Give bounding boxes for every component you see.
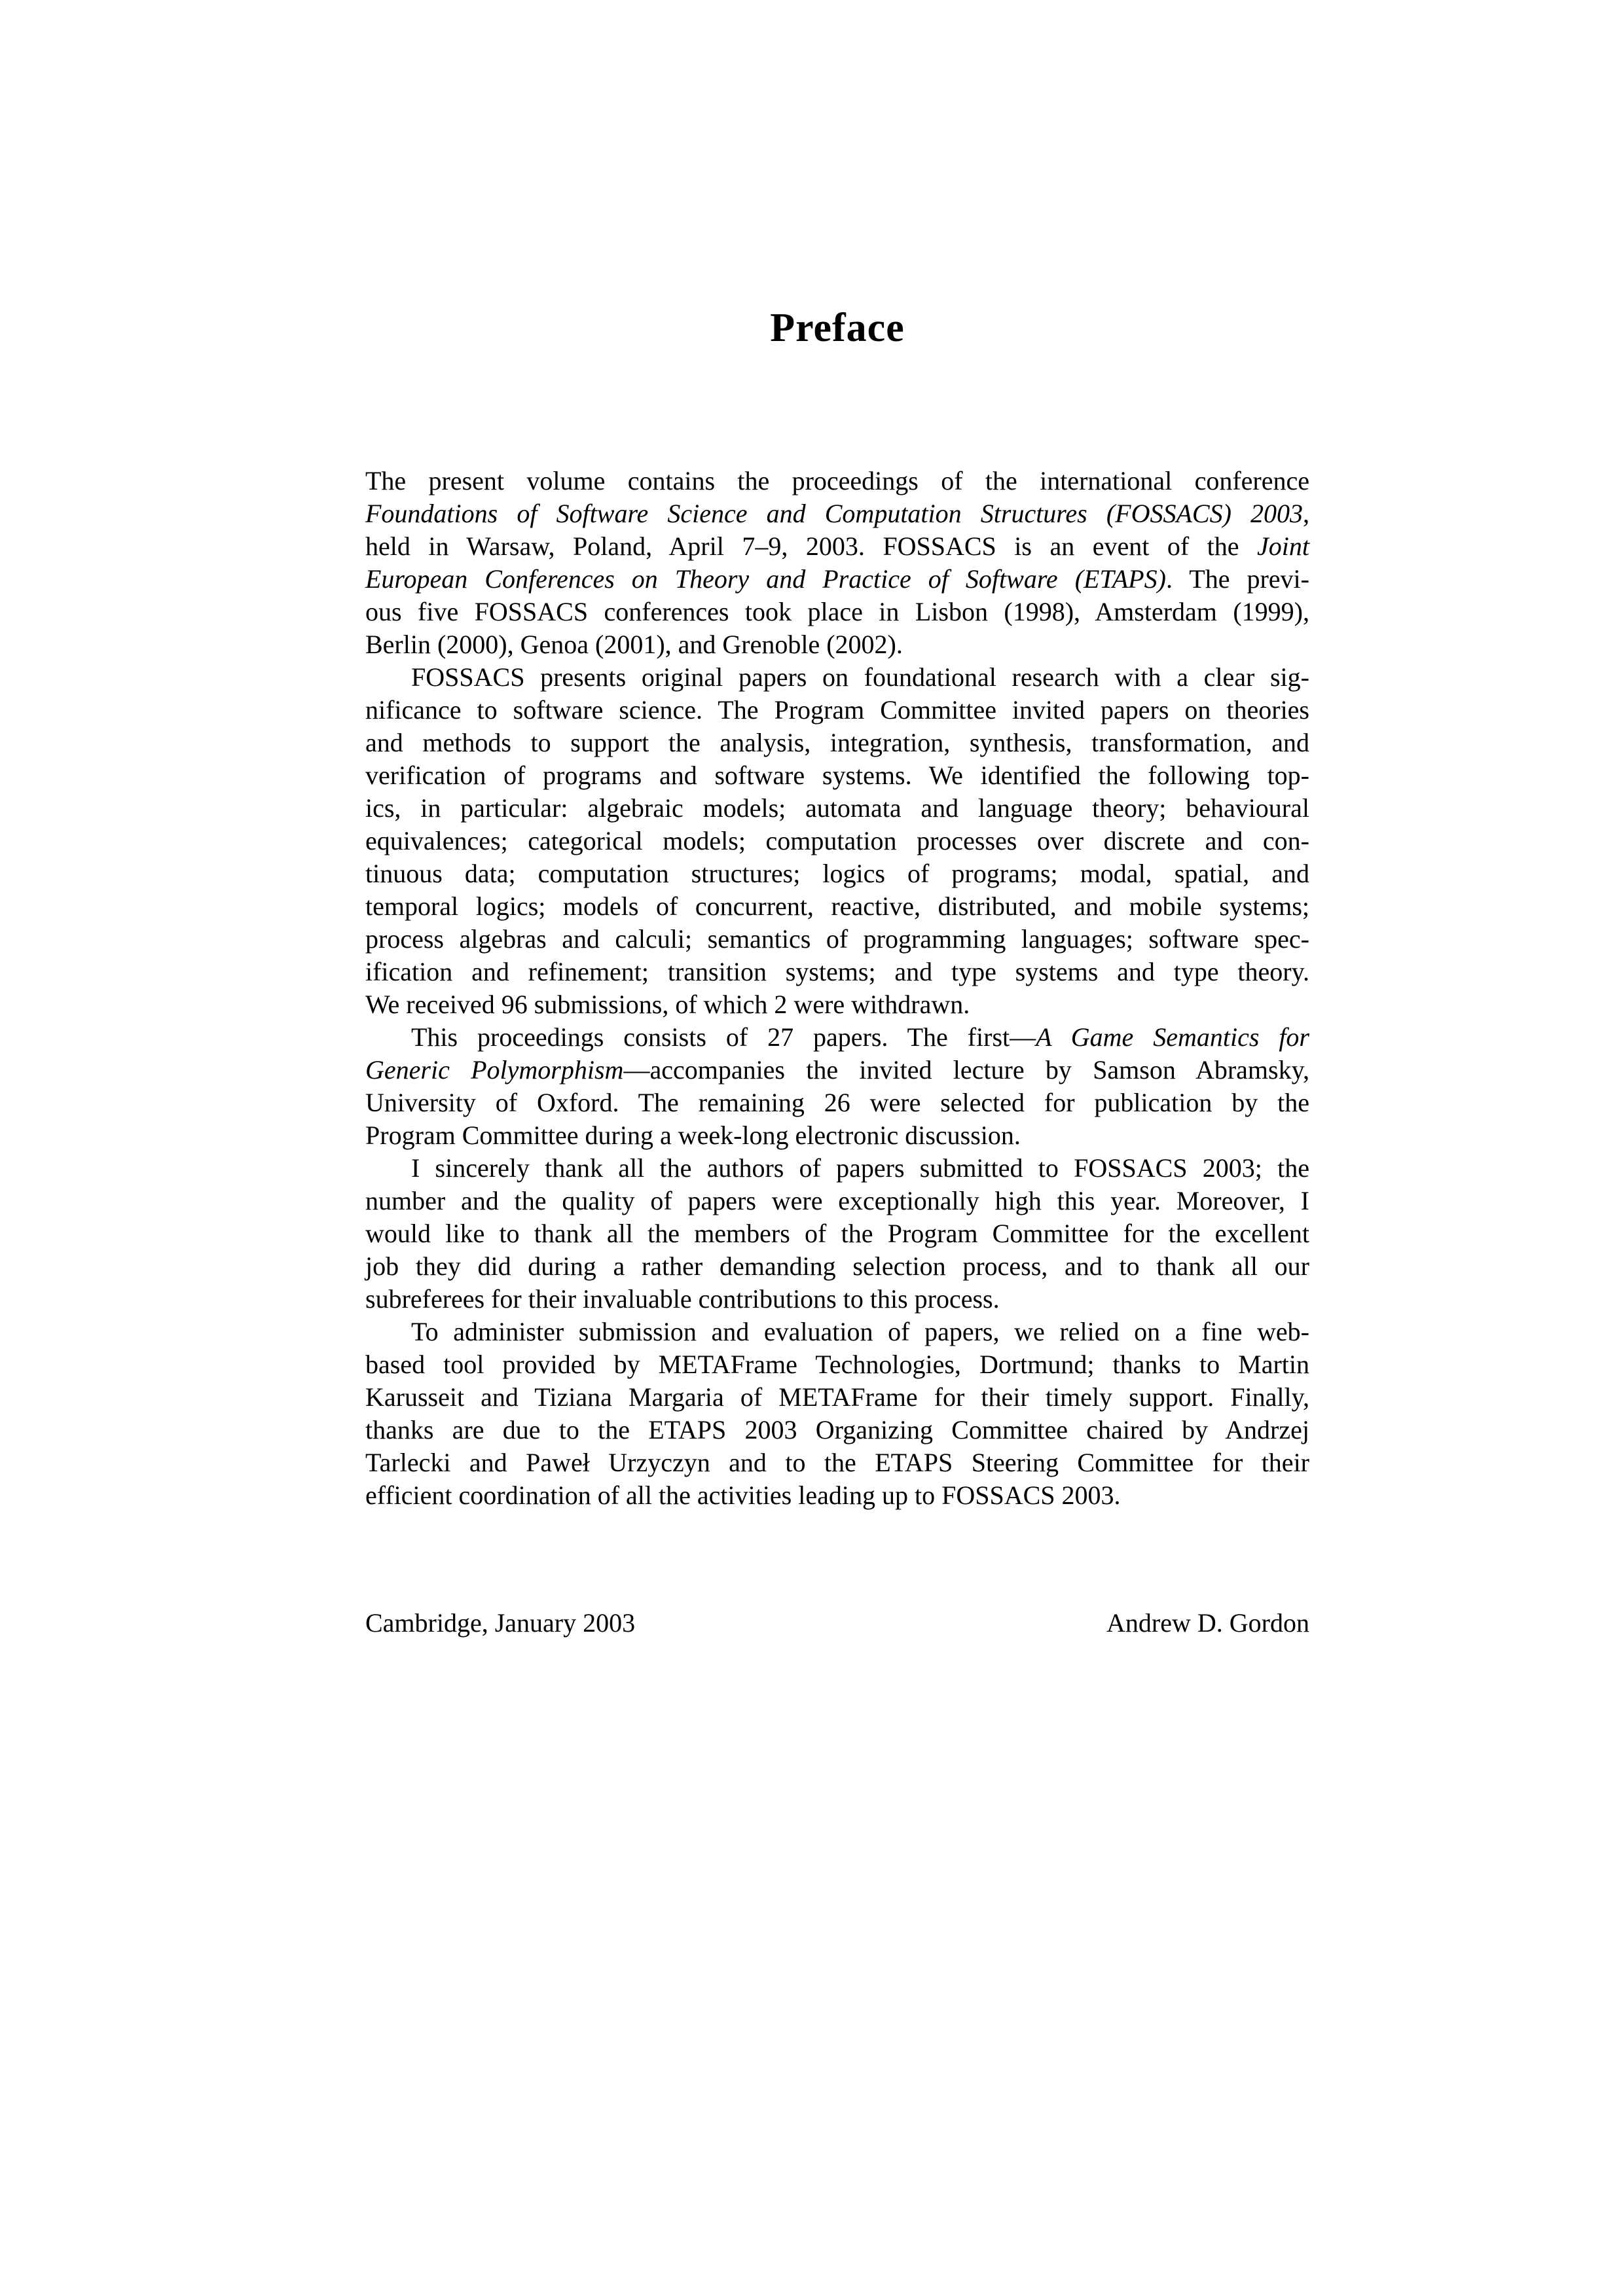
text-line: [365, 1414, 1309, 1446]
text-line: [365, 1348, 1309, 1381]
text-run: job they did during a rather demanding selection process, and to thank all our: [365, 1251, 1309, 1281]
text-line: [365, 1381, 1309, 1414]
text-run: —accompanies the invited lecture by Samson Abramsky,: [623, 1055, 1309, 1085]
text-run: subreferees for their invaluable contributions to this process.: [365, 1284, 1000, 1314]
text-line: [365, 1054, 1309, 1086]
text-line: [365, 1479, 1309, 1512]
text-line: [365, 661, 1309, 694]
text-line: [365, 628, 1309, 661]
text-run: ,: [1303, 499, 1309, 528]
text-run: This proceedings consists of 27 papers. The first—: [411, 1022, 1036, 1052]
text-run: process algebras and calculi; semantics of programming languages; software spec-: [365, 924, 1309, 954]
text-line: [365, 890, 1309, 923]
text-line: [365, 694, 1309, 726]
text-run: FOSSACS presents original papers on foundational research with a clear sig-: [411, 662, 1309, 692]
text-run: ification and refinement; transition systems; and type systems and type theory.: [365, 957, 1309, 986]
text-run: would like to thank all the members of the Program Committee for the excellent: [365, 1219, 1309, 1248]
text-line: [365, 857, 1309, 890]
text-line: [365, 563, 1309, 596]
page-title: Preface: [770, 306, 905, 350]
signoff-row: [365, 1607, 1309, 1640]
text-run: I sincerely thank all the authors of papers submitted to FOSSACS 2003; the: [411, 1153, 1309, 1183]
text-line: [365, 956, 1309, 988]
italic-text-run: European Conferences on Theory and Practice of Software (ETAPS): [365, 564, 1166, 594]
text-run: . The previ-: [1165, 564, 1309, 594]
text-line: [365, 1217, 1309, 1250]
text-line: [365, 825, 1309, 857]
text-run: equivalences; categorical models; computation processes over discrete and con-: [365, 826, 1309, 855]
text-line: [365, 530, 1309, 563]
text-line: [365, 1119, 1309, 1152]
text-line: [365, 726, 1309, 759]
text-run: tinuous data; computation structures; logics of programs; modal, spatial, and: [365, 859, 1309, 888]
italic-text-run: A Game Semantics for: [1036, 1022, 1309, 1052]
italic-text-run: Joint: [1257, 531, 1309, 561]
text-line: [365, 1446, 1309, 1479]
text-run: Tarlecki and Paweł Urzyczyn and to the ETAPS Steering Committee for their: [365, 1448, 1309, 1477]
text-run: and methods to support the analysis, integration, synthesis, transformation, and: [365, 728, 1309, 757]
signoff-place-date: Cambridge, January 2003: [365, 1608, 636, 1638]
text-run: Program Committee during a week-long electronic discussion.: [365, 1121, 1021, 1150]
italic-text-run: Foundations of Software Science and Computation Structures (FOSSACS) 2003: [365, 499, 1303, 528]
text-line: [365, 1185, 1309, 1217]
preface-paragraphs: [365, 465, 1309, 1512]
text-run: Karusseit and Tiziana Margaria of METAFrame for their timely support. Finally,: [365, 1382, 1309, 1412]
text-run: number and the quality of papers were exceptionally high this year. Moreover, I: [365, 1186, 1309, 1215]
text-run: Berlin (2000), Genoa (2001), and Grenoble (2002).: [365, 630, 903, 659]
text-run: ous five FOSSACS conferences took place in Lisbon (1998), Amsterdam (1999),: [365, 597, 1309, 626]
text-run: ics, in particular: algebraic models; automata and language theory; behavioural: [365, 793, 1309, 823]
text-run: University of Oxford. The remaining 26 were selected for publication by the: [365, 1088, 1309, 1117]
text-line: [365, 465, 1309, 497]
text-line: [365, 497, 1309, 530]
text-run: efficient coordination of all the activities leading up to FOSSACS 2003.: [365, 1480, 1121, 1510]
text-line: [365, 1250, 1309, 1283]
italic-text-run: Generic Polymorphism: [365, 1055, 624, 1085]
text-run: We received 96 submissions, of which 2 were withdrawn.: [365, 990, 970, 1019]
text-line: [365, 1152, 1309, 1185]
text-line: [365, 988, 1309, 1021]
text-line: [365, 923, 1309, 956]
signoff-author: Andrew D. Gordon: [1106, 1608, 1309, 1638]
text-run: based tool provided by METAFrame Technologies, Dortmund; thanks to Martin: [365, 1350, 1309, 1379]
text-run: temporal logics; models of concurrent, reactive, distributed, and mobile systems;: [365, 891, 1309, 921]
text-run: held in Warsaw, Poland, April 7–9, 2003. FOSSACS is an event of the: [365, 531, 1258, 561]
text-line: [365, 759, 1309, 792]
text-run: nificance to software science. The Program Committee invited papers on theories: [365, 695, 1309, 725]
text-line: [365, 792, 1309, 825]
text-line: [365, 596, 1309, 628]
text-line: [365, 1086, 1309, 1119]
text-run: verification of programs and software systems. We identified the following top-: [365, 761, 1309, 790]
text-run: To administer submission and evaluation of papers, we relied on a fine web-: [411, 1317, 1309, 1346]
text-run: thanks are due to the ETAPS 2003 Organizing Committee chaired by Andrzej: [365, 1415, 1309, 1444]
text-line: [365, 1316, 1309, 1348]
text-line: [365, 1283, 1309, 1316]
text-line: [365, 1021, 1309, 1054]
text-run: The present volume contains the proceedings of the international conference: [365, 466, 1309, 495]
